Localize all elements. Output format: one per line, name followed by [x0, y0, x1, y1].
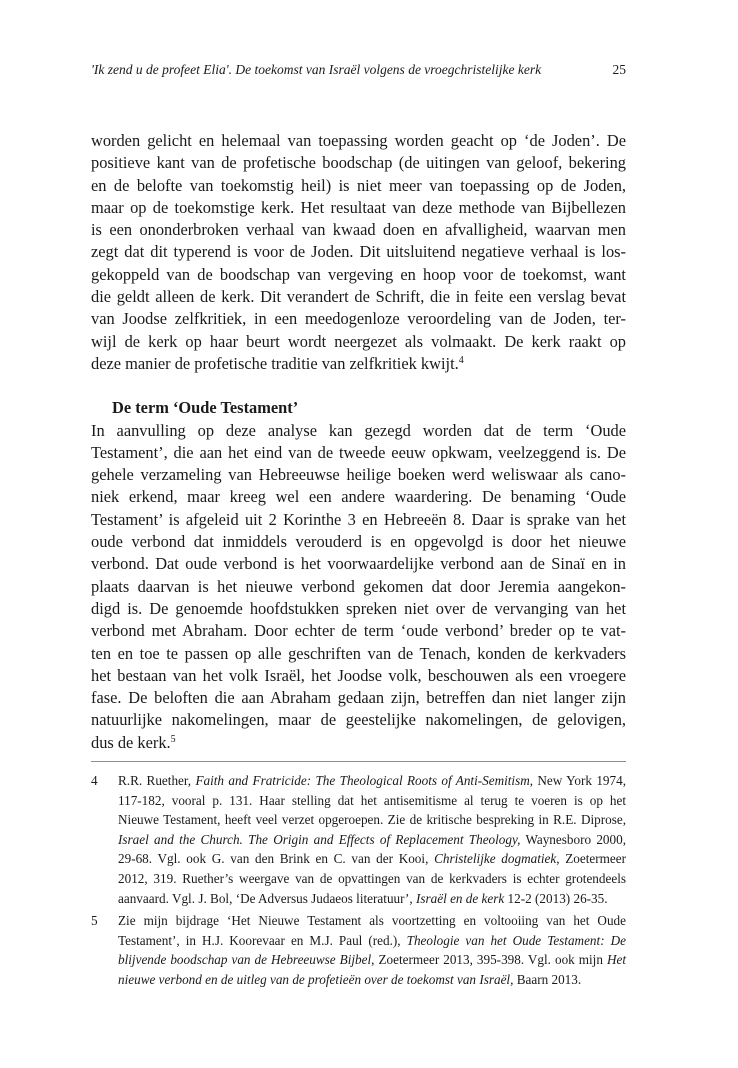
footnote-line: 117-182, vooral p. 131. Haar stelling dat het antisemitisme al terug te voeren is op het: [118, 792, 626, 808]
footnote-line: 29-68. Vgl. ook G. van den Brink en C. van der Kooi, Christelijke dogmatiek, Zoetermeer: [118, 851, 626, 867]
footnote-line: aanvaard. Vgl. J. Bol, ‘De Adversus Judaeos literatuur’, Israël en de kerk 12-2 (2013) 26-35.: [118, 890, 608, 906]
footnote-ref[interactable]: 5: [170, 733, 176, 745]
page-number: 25: [612, 62, 626, 77]
paragraph-2: [91, 420, 626, 754]
text-line: Testament’ is afgeleid uit 2 Korinthe 3 en Hebreeën 8. Daar is sprake van het: [91, 509, 626, 529]
text-line: gekoppeld van de boodschap van vergeving en hoop voor de toekomst, want: [91, 264, 626, 284]
footnote-line: Zie mijn bijdrage ‘Het Nieuwe Testament als voortzetting en voltooiing van het Oude: [118, 913, 626, 929]
footnote-line: blijvende boodschap van de Hebreeuwse Bijbel, Zoetermeer 2013, 395-398. Vgl. ook mijn Het: [118, 952, 626, 968]
footnote-ref[interactable]: 4: [458, 354, 464, 366]
text-line: en de belofte van toekomstig heil) is niet meer van toepassing op de Joden,: [91, 175, 626, 195]
text-line: is een ononderbroken verhaal van kwaad doen en afvalligheid, waarvan men: [91, 220, 626, 240]
text-line: In aanvulling op deze analyse kan gezegd worden dat de term ‘Oude: [91, 420, 626, 440]
footnote-4: [91, 771, 626, 908]
text-line: verbond. Dat oude verbond is het voorwaardelijke verbond aan de Sinaï en in: [91, 554, 626, 574]
footnote-line: Nieuwe Testament, heeft veel verzet opgeroepen. Zie de kritische bespreking in R.E. Diprose,: [118, 812, 626, 828]
text-line: plaats daarvan is het nieuwe verbond gekomen dat door Jeremia aangekon-: [91, 576, 626, 596]
text-line: zegt dat dit typerend is voor de Joden. Dit uitsluitend negatieve verhaal is los-: [91, 242, 626, 262]
text-line: gehele verzameling van Hebreeuwse heilige boeken werd weliswaar als cano-: [91, 465, 626, 485]
text-line: wijl de kerk op haar beurt wordt neergezet als volmaakt. De kerk raakt op: [91, 331, 626, 351]
text-line: oude verbond dat inmiddels verouderd is en opgevolgd is door het nieuwe: [91, 532, 626, 552]
running-header: [91, 62, 626, 78]
main-text: [91, 130, 626, 754]
text-line: fase. De beloften die aan Abraham gedaan zijn, betreffen dan niet langer zijn: [91, 688, 626, 708]
footnote-number: 4: [91, 773, 98, 788]
footnotes: [91, 771, 626, 993]
text-line: worden gelicht en helemaal van toepassing worden geacht op ‘de Joden’. De: [91, 131, 626, 150]
text-line: deze manier de profetische traditie van zelfkritiek kwijt.$^4$: [91, 353, 464, 373]
running-title: 'Ik zend u de profeet Elia'. De toekomst van Israël volgens de vroegchristelijke kerk: [91, 62, 542, 77]
text-line: het bestaan van het volk Israël, het Joodse volk, beschouwen als een vroegere: [91, 665, 626, 685]
text-line: maar op de toekomstige kerk. Het resultaat van deze methode van Bijbellezen: [91, 197, 626, 217]
text-line: digd is. De genoemde hoofdstukken spreken niet over de vervanging van het: [91, 598, 626, 618]
text-line: ten en toe te passen op alle geschriften van de Tenach, konden de kerkvaders: [91, 643, 626, 663]
text-line: Testament’, die aan het eind van de tweede eeuw opkwam, veelzeggend is. De: [91, 442, 626, 462]
footnote-line: R.R. Ruether, Faith and Fratricide: The Theological Roots of Anti-Semitism, New York 1974,: [118, 773, 626, 788]
text-line: die geldt alleen de kerk. Dit verandert de Schrift, die in feite een verslag bevat: [91, 287, 626, 307]
text-line: van Joodse zelfkritiek, in een meedogenloze veroordeling van de Joden, ter-: [91, 309, 626, 329]
footnote-line: 2012, 319. Ruether’s weergave van de opvattingen van de kerkvaders is echter grotendeels: [118, 870, 626, 886]
footnote-line: Israel and the Church. The Origin and Effects of Replacement Theology, Waynesboro 2000,: [118, 831, 626, 847]
text-line: verbond met Abraham. Door echter de term ‘oude verbond’ breder op te vat-: [91, 621, 626, 641]
text-line: positieve kant van de profetische boodschap (de uitingen van geloof, bekering: [91, 153, 626, 173]
footnote-line: Testament’, in H.J. Koorevaar en M.J. Paul (red.), Theologie van het Oude Testament: De: [118, 932, 626, 948]
text-line: natuurlijke nakomelingen, maar de geestelijke nakomelingen, de gelovigen,: [91, 710, 626, 730]
footnote-divider: [91, 761, 626, 762]
section-heading: De term ‘Oude Testament’: [112, 398, 299, 418]
footnote-line: nieuwe verbond en de uitleg van de profetieën over de toekomst van Israël, Baarn 2013.: [118, 971, 582, 987]
footnote-5: [91, 911, 626, 989]
text-line: dus de kerk.$^5$: [91, 732, 176, 752]
text-line: niek erkend, maar kreeg wel een andere waardering. De benaming ‘Oude: [91, 487, 626, 507]
paragraph-1: [91, 130, 626, 375]
footnote-number: 5: [91, 913, 98, 929]
